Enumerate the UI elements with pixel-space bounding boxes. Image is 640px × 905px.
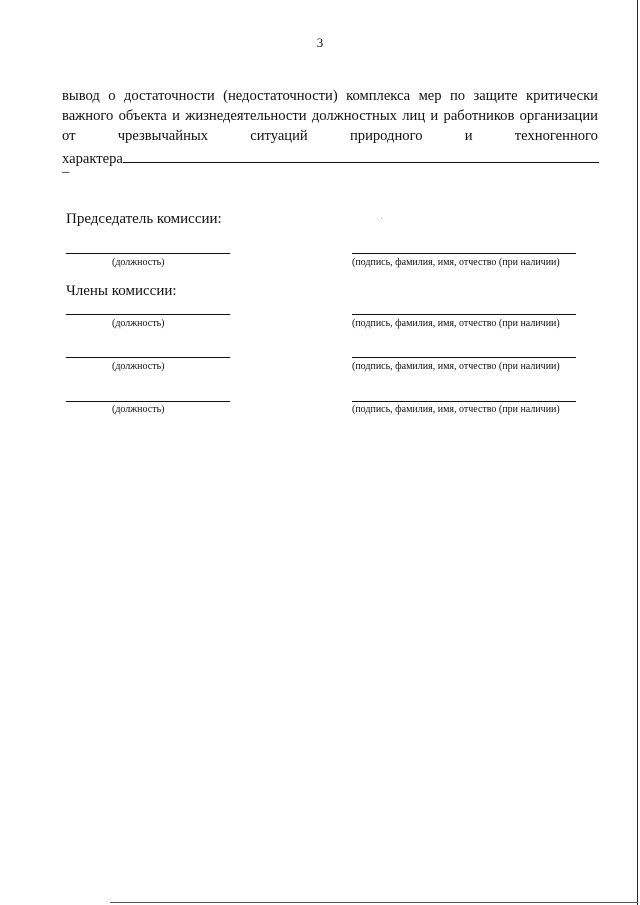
member-3-position-caption: (должность) [112,404,165,415]
paragraph-line-1: вывод о достаточности (недостаточности) комплекса мер по защите критически [62,88,598,104]
fill-in-line[interactable] [123,146,599,163]
member-3-position-line[interactable] [66,401,230,402]
word: природного [349,128,423,144]
chairman-signature-line[interactable] [352,253,576,254]
conclusion-paragraph [62,86,598,169]
scan-speck [381,218,382,219]
chairman-signature-caption: (подпись, фамилия, имя, отчество (при наличии) [352,257,560,268]
paragraph-line-3 [62,126,598,146]
word: техногенного [514,128,598,144]
member-1-signature-caption: (подпись, фамилия, имя, отчество (при наличии) [352,318,560,329]
members-heading: Члены комиссии: [66,283,177,299]
member-1-signature-line[interactable] [352,314,576,315]
paragraph-line-4 [62,146,598,169]
member-1-position-line[interactable] [66,314,230,315]
word: чрезвычайных [117,128,209,144]
member-2-signature-line[interactable] [352,357,576,358]
member-1-position-caption: (должность) [112,318,165,329]
word: от [62,128,76,144]
paragraph-line-2: важного объекта и жизнедеятельности должностных лиц и работников организации [62,108,598,124]
member-2-position-caption: (должность) [112,361,165,372]
page-number: 3 [316,35,324,50]
word: ситуаций [250,128,308,144]
page-edge-bottom [110,902,638,903]
member-3-signature-caption: (подпись, фамилия, имя, отчество (при наличии) [352,404,560,415]
chairman-heading: Председатель комиссии: [66,211,222,227]
member-2-signature-caption: (подпись, фамилия, имя, отчество (при наличии) [352,361,560,372]
chairman-position-line[interactable] [66,253,230,254]
dash-mark: – [62,164,70,180]
chairman-position-caption: (должность) [112,257,165,268]
word: и [464,128,473,144]
member-2-position-line[interactable] [66,357,230,358]
page-edge-right [637,0,638,905]
member-3-signature-line[interactable] [352,401,576,402]
character-label: характера [62,151,123,167]
